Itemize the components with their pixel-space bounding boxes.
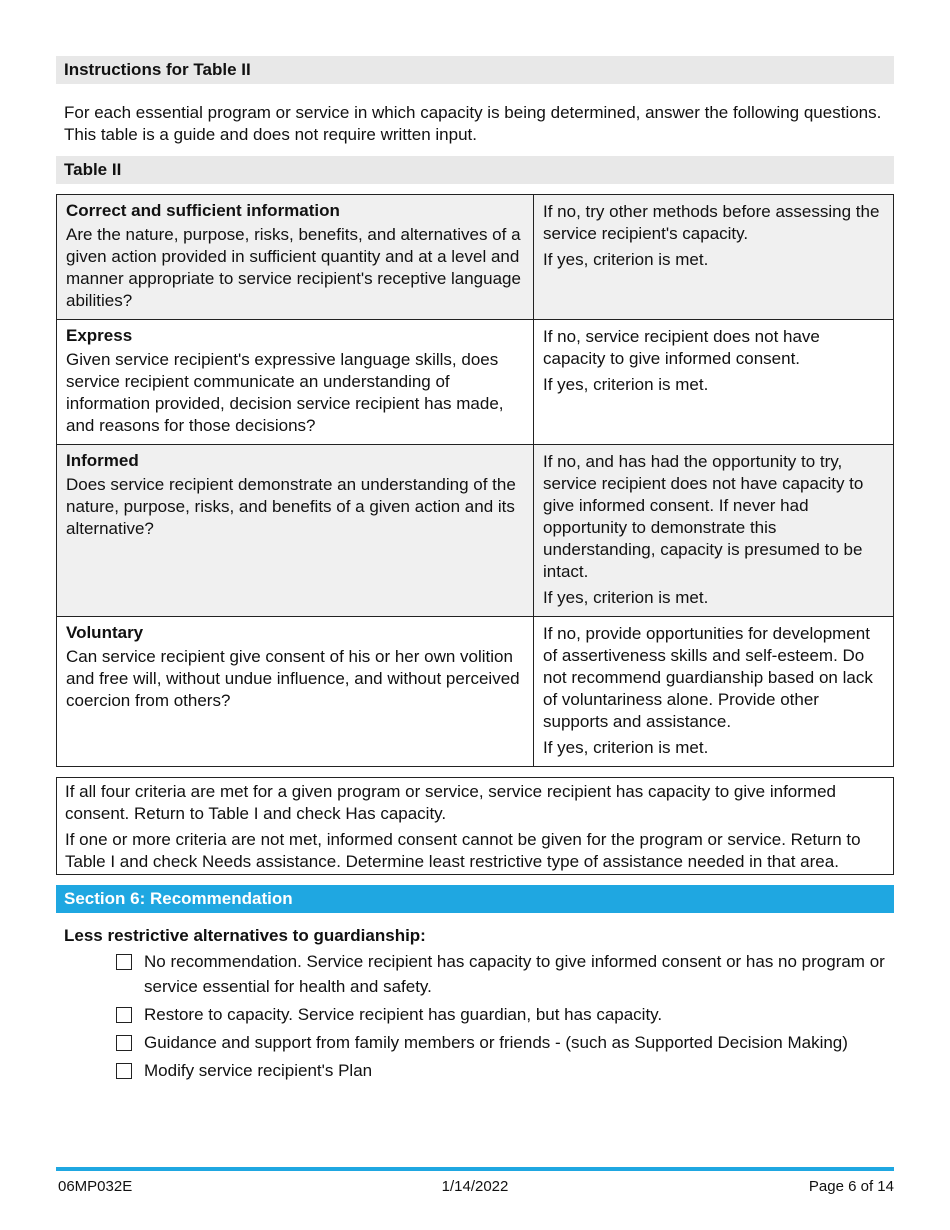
option-label: Restore to capacity. Service recipient has guardian, but has capacity. xyxy=(144,1005,663,1024)
criterion-title: Correct and sufficient information xyxy=(66,201,340,220)
outcome-if-yes: If yes, criterion is met. xyxy=(543,738,709,757)
table-row xyxy=(57,320,894,445)
outcome-if-no: If no, service recipient does not have capacity to give informed consent. xyxy=(543,327,820,368)
outcome-cell xyxy=(534,617,894,767)
criterion-question: Does service recipient demonstrate an understanding of the nature, purpose, risks, and benefits of a given action and its alternative? xyxy=(66,475,516,538)
checkbox[interactable] xyxy=(116,1035,132,1051)
criterion-cell xyxy=(57,320,534,445)
footer-divider xyxy=(56,1167,894,1171)
outcome-if-yes: If yes, criterion is met. xyxy=(543,250,709,269)
checkbox[interactable] xyxy=(116,954,132,970)
option-no-recommendation xyxy=(56,949,894,999)
outcome-if-yes: If yes, criterion is met. xyxy=(543,588,709,607)
table-row xyxy=(57,617,894,767)
table-heading: Table II xyxy=(56,156,894,184)
criterion-title: Express xyxy=(66,326,133,345)
criterion-cell xyxy=(57,617,534,767)
option-modify-plan xyxy=(56,1058,894,1083)
outcome-if-no: If no, and has had the opportunity to try, service recipient does not have capacity to give informed consent. If never had opportunity to demonstrate this understanding, capacity is presumed to be intact. xyxy=(543,452,864,581)
option-label: No recommendation. Service recipient has capacity to give informed consent or has no program or service essential for health and safety. xyxy=(144,952,885,996)
summary-met: If all four criteria are met for a given program or service, service recipient has capacity to give informed consent. Return to Table I and check Has capacity. xyxy=(65,782,836,823)
checkbox[interactable] xyxy=(116,1063,132,1079)
criterion-cell xyxy=(57,195,534,320)
criterion-question: Are the nature, purpose, risks, benefits, and alternatives of a given action provided in sufficient quantity and at a level and manner appropriate to service recipient's receptive language abilities? xyxy=(66,225,521,310)
criteria-table xyxy=(56,194,894,767)
footer-form-id: 06MP032E xyxy=(58,1178,133,1195)
outcome-if-yes: If yes, criterion is met. xyxy=(543,375,709,394)
outcome-cell xyxy=(534,445,894,617)
footer-date: 1/14/2022 xyxy=(441,1178,509,1195)
criterion-title: Voluntary xyxy=(66,623,144,642)
section-6-heading: Section 6: Recommendation xyxy=(56,885,894,913)
option-restore-capacity xyxy=(56,1002,894,1027)
outcome-if-no: If no, try other methods before assessing the service recipient's capacity. xyxy=(543,202,880,243)
instructions-text: For each essential program or service in which capacity is being determined, answer the following questions. This table is a guide and does not require written input. xyxy=(64,103,882,144)
checkbox[interactable] xyxy=(116,1007,132,1023)
summary-not-met: If one or more criteria are not met, informed consent cannot be given for the program or service. Return to Table I and check Needs assistance. Determine least restrictive type of assistance needed in that area. xyxy=(65,830,861,871)
footer-page-number: Page 6 of 14 xyxy=(808,1178,894,1195)
criteria-summary-box xyxy=(56,777,894,875)
table-row xyxy=(57,195,894,320)
criterion-title: Informed xyxy=(66,451,139,470)
criterion-cell xyxy=(57,445,534,617)
outcome-cell xyxy=(534,195,894,320)
option-label: Modify service recipient's Plan xyxy=(144,1061,373,1080)
criterion-question: Given service recipient's expressive language skills, does service recipient communicate an understanding of information provided, decision service recipient has made, and reasons for those decisions? xyxy=(66,350,504,435)
instructions-heading: Instructions for Table II xyxy=(56,56,894,84)
option-label: Guidance and support from family members or friends - (such as Supported Decision Making) xyxy=(144,1033,848,1052)
outcome-cell xyxy=(534,320,894,445)
option-guidance-support xyxy=(56,1030,894,1055)
outcome-if-no: If no, provide opportunities for development of assertiveness skills and self-esteem. Do not recommend guardianship based on lack of voluntariness alone. Provide other supports and assistance. xyxy=(543,624,873,731)
table-row xyxy=(57,445,894,617)
page-content xyxy=(56,56,894,1083)
alternatives-heading: Less restrictive alternatives to guardianship: xyxy=(64,926,426,945)
criterion-question: Can service recipient give consent of his or her own volition and free will, without undue influence, and without perceived coercion from others? xyxy=(66,647,520,710)
